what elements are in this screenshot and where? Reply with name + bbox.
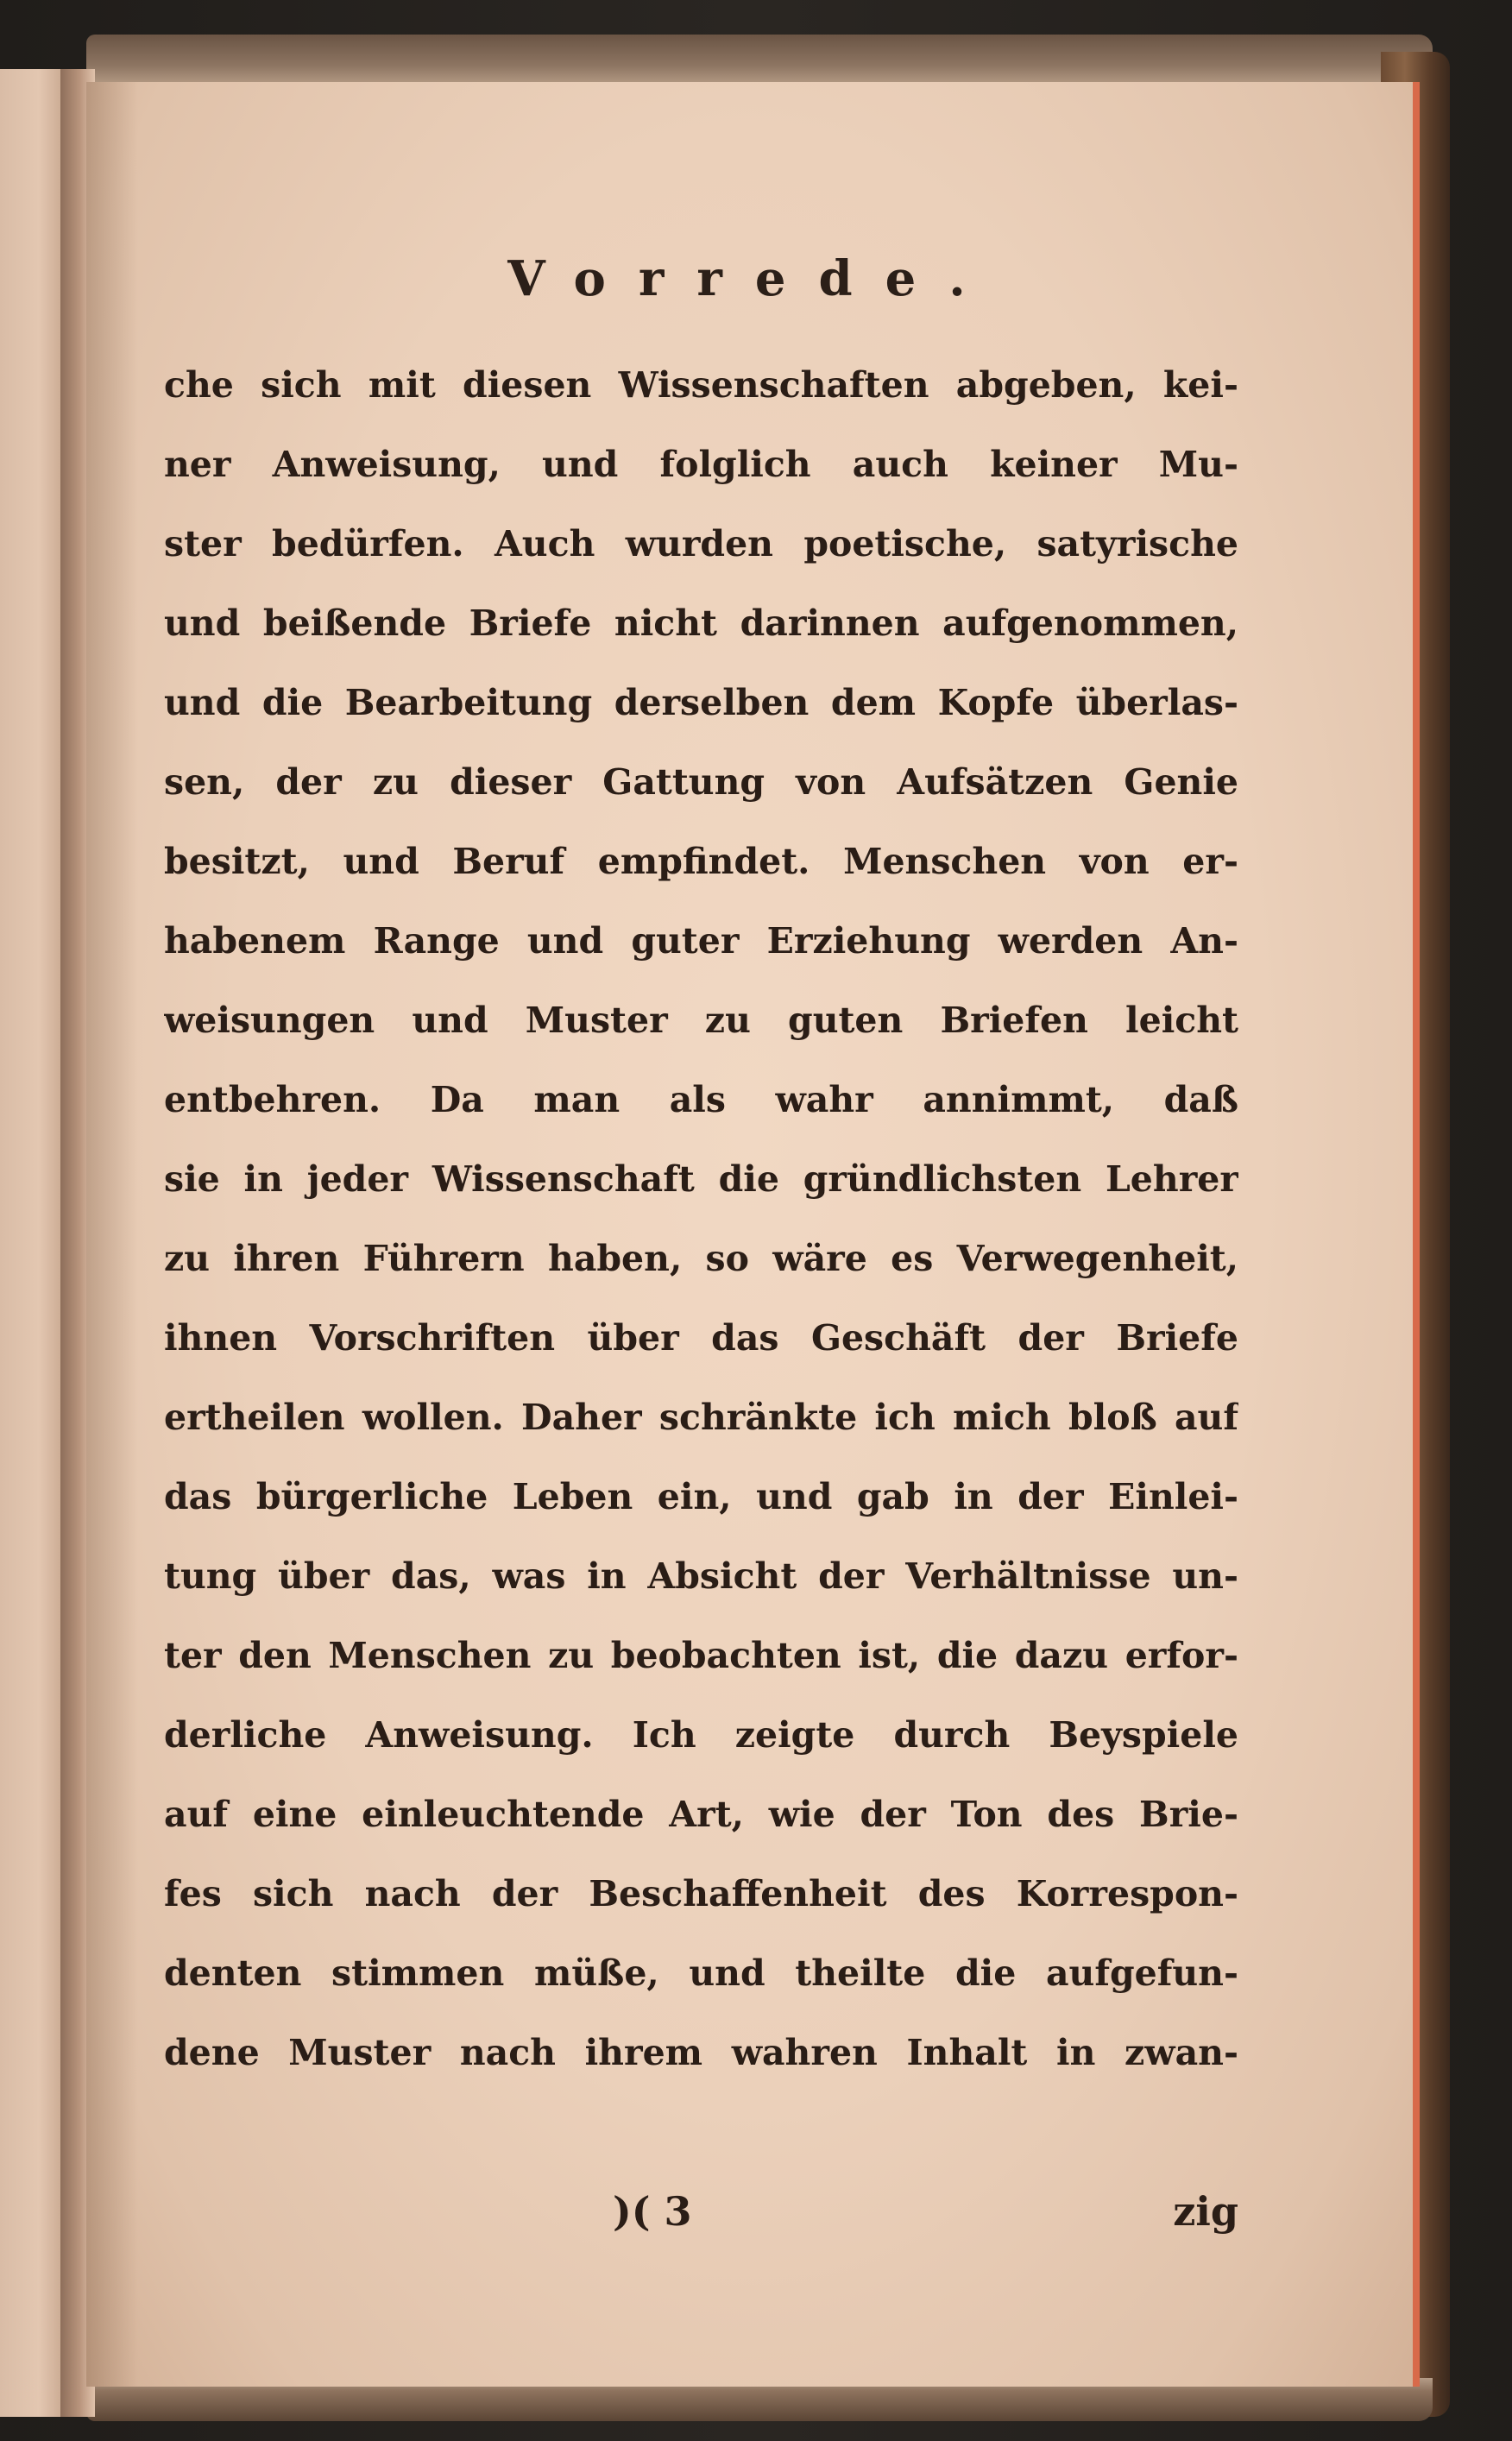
text-line: das bürgerliche Leben ein, und gab in der Einlei-	[164, 1476, 1238, 1517]
text-line: sie in jeder Wissenschaft die gründlichsten Lehrer	[164, 1158, 1238, 1200]
text-line: ster bedürfen. Auch wurden poetische, satyrische	[164, 523, 1238, 565]
text-line: ner Anweisung, und folglich auch keiner Mu-	[164, 444, 1238, 485]
book-cover-top-edge	[86, 35, 1433, 86]
text-line: ihnen Vorschriften über das Geschäft der Briefe	[164, 1317, 1238, 1359]
text-line: denten stimmen müße, und theilte die aufgefun-	[164, 1952, 1238, 1994]
left-page-edge	[0, 69, 65, 2417]
text-line: und die Bearbeitung derselben dem Kopfe überlas-	[164, 682, 1238, 723]
text-line: besitzt, und Beruf empfindet. Menschen von er-	[164, 841, 1238, 882]
page-footer	[164, 2188, 1238, 2266]
text-line: habenem Range und guter Erziehung werden An-	[164, 920, 1238, 962]
text-line: entbehren. Da man als wahr annimmt, daß	[164, 1079, 1238, 1120]
text-line: und beißende Briefe nicht darinnen aufgenommen,	[164, 602, 1238, 644]
catchword: zig	[1173, 2188, 1238, 2235]
right-page	[86, 82, 1420, 2387]
text-line: dene Muster nach ihrem wahren Inhalt in zwan-	[164, 2032, 1238, 2073]
text-line: zu ihren Führern haben, so wäre es Verwegenheit,	[164, 1238, 1238, 1279]
text-line: che sich mit diesen Wissenschaften abgeben, kei-	[164, 364, 1238, 406]
running-head: Vorrede.	[507, 250, 999, 307]
text-line: tung über das, was in Absicht der Verhältnisse un-	[164, 1555, 1238, 1597]
body-text	[164, 345, 1238, 2092]
text-line: ter den Menschen zu beobachten ist, die dazu erfor-	[164, 1635, 1238, 1676]
text-line: auf eine einleuchtende Art, wie der Ton des Brie-	[164, 1794, 1238, 1835]
text-line: ertheilen wollen. Daher schränkte ich mich bloß auf	[164, 1397, 1238, 1438]
text-line: weisungen und Muster zu guten Briefen leicht	[164, 1000, 1238, 1041]
text-line: sen, der zu dieser Gattung von Aufsätzen Genie	[164, 761, 1238, 803]
signature-mark: )( 3	[613, 2188, 692, 2235]
text-line: derliche Anweisung. Ich zeigte durch Beyspiele	[164, 1714, 1238, 1756]
text-line: fes sich nach der Beschaffenheit des Korrespon-	[164, 1873, 1238, 1914]
